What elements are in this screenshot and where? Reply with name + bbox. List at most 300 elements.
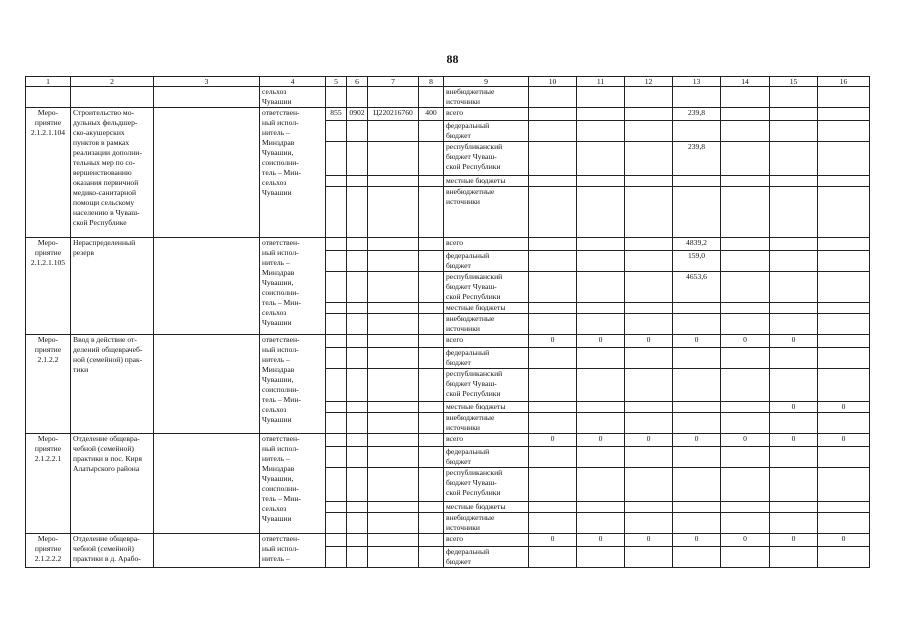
amount-cell <box>625 447 673 468</box>
funding-source-cell: местные бюджеты <box>444 402 529 413</box>
budget-code-cell <box>326 534 347 547</box>
amount-cell: 0 <box>721 434 770 447</box>
amount-cell <box>818 502 870 513</box>
amount-cell <box>673 87 721 108</box>
budget-code-cell <box>326 121 347 142</box>
amount-cell <box>577 142 625 176</box>
budget-code-cell <box>419 335 444 348</box>
budget-code-cell <box>419 187 444 238</box>
amount-cell <box>770 251 818 272</box>
funding-source-cell: федеральный бюджет <box>444 547 529 568</box>
amount-cell: 0 <box>673 434 721 447</box>
amount-cell <box>673 502 721 513</box>
executor-cell: ответствен- ный испол- нитель – Минздрав Чувашии, соисполни- тель – Мин- сельхоз Чувашии <box>260 434 326 534</box>
amount-cell <box>625 108 673 121</box>
amount-cell <box>625 547 673 568</box>
amount-cell <box>721 187 770 238</box>
budget-code-cell <box>326 447 347 468</box>
amount-cell <box>673 468 721 502</box>
amount-cell <box>625 187 673 238</box>
budget-code-cell <box>368 413 419 434</box>
amount-cell: 4653,6 <box>673 272 721 303</box>
measure-name-cell: Нераспределенный резерв <box>71 238 154 335</box>
target-indicator-cell <box>154 534 260 568</box>
amount-cell: 0 <box>721 534 770 547</box>
header-cell: 9 <box>444 77 529 87</box>
amount-cell <box>673 547 721 568</box>
budget-code-cell <box>368 534 419 547</box>
measure-name-cell <box>71 87 154 108</box>
measure-name-cell: Ввод в действие от- делений общеврачеб- ной (семейной) прак- тики <box>71 335 154 434</box>
amount-cell <box>625 87 673 108</box>
amount-cell <box>721 447 770 468</box>
budget-code-cell: 0902 <box>347 108 368 121</box>
amount-cell <box>529 413 577 434</box>
amount-cell <box>818 348 870 369</box>
executor-cell: ответствен- ный испол- нитель – Минздрав Чувашии, соисполни- тель – Мин- сельхоз Чувашии <box>260 238 326 335</box>
amount-cell <box>721 547 770 568</box>
budget-code-cell <box>347 187 368 238</box>
amount-cell <box>721 314 770 335</box>
funding-source-cell: всего <box>444 534 529 547</box>
amount-cell: 0 <box>625 534 673 547</box>
funding-source-cell: республиканский бюджет Чуваш- ской Республики <box>444 369 529 402</box>
budget-code-cell <box>419 434 444 447</box>
amount-cell <box>625 251 673 272</box>
funding-source-cell: всего <box>444 238 529 251</box>
amount-cell: 0 <box>818 534 870 547</box>
amount-cell <box>770 447 818 468</box>
funding-source-cell: внебюджетные источники <box>444 187 529 238</box>
amount-cell <box>818 335 870 348</box>
amount-cell <box>721 142 770 176</box>
budget-code-cell <box>419 272 444 303</box>
budget-code-cell <box>326 547 347 568</box>
amount-cell <box>818 187 870 238</box>
budget-code-cell <box>326 348 347 369</box>
amount-cell <box>721 121 770 142</box>
budget-code-cell <box>326 402 347 413</box>
amount-cell: 0 <box>529 534 577 547</box>
amount-cell <box>770 413 818 434</box>
funding-source-cell: федеральный бюджет <box>444 348 529 369</box>
amount-cell <box>721 303 770 314</box>
budget-code-cell <box>326 314 347 335</box>
amount-cell <box>673 121 721 142</box>
amount-cell <box>529 272 577 303</box>
funding-source-cell: республиканский бюджет Чуваш- ской Республики <box>444 142 529 176</box>
budget-code-cell <box>347 176 368 187</box>
amount-cell <box>770 238 818 251</box>
amount-cell: 4839,2 <box>673 238 721 251</box>
amount-cell <box>529 402 577 413</box>
amount-cell <box>770 187 818 238</box>
amount-cell <box>818 272 870 303</box>
funding-source-cell: федеральный бюджет <box>444 251 529 272</box>
measure-code-cell: Меро- приятие 2.1.2.2 <box>26 335 71 434</box>
amount-cell: 0 <box>770 402 818 413</box>
amount-cell <box>770 547 818 568</box>
budget-code-cell <box>326 142 347 176</box>
budget-code-cell <box>347 121 368 142</box>
amount-cell <box>577 314 625 335</box>
amount-cell <box>770 502 818 513</box>
target-indicator-cell <box>154 238 260 335</box>
header-cell: 8 <box>419 77 444 87</box>
header-cell: 7 <box>368 77 419 87</box>
amount-cell <box>529 502 577 513</box>
budget-code-cell <box>326 176 347 187</box>
amount-cell <box>721 513 770 534</box>
budget-code-cell <box>419 251 444 272</box>
budget-code-cell <box>326 369 347 402</box>
budget-code-cell <box>419 468 444 502</box>
target-indicator-cell <box>154 87 260 108</box>
header-cell: 2 <box>71 77 154 87</box>
budget-code-cell <box>419 447 444 468</box>
budget-code-cell <box>347 513 368 534</box>
budget-code-cell <box>347 238 368 251</box>
amount-cell <box>529 238 577 251</box>
budget-code-cell <box>347 547 368 568</box>
amount-cell <box>721 238 770 251</box>
amount-cell <box>721 402 770 413</box>
amount-cell <box>818 547 870 568</box>
amount-cell: 239,8 <box>673 108 721 121</box>
amount-cell <box>770 348 818 369</box>
budget-code-cell <box>347 413 368 434</box>
measure-name-cell: Отделение общевра- чебной (семейной) практики в пос. Киря Алатырского района <box>71 434 154 534</box>
target-indicator-cell <box>154 335 260 434</box>
budget-code-cell <box>368 238 419 251</box>
funding-source-cell: местные бюджеты <box>444 176 529 187</box>
budget-code-cell <box>419 142 444 176</box>
amount-cell <box>577 547 625 568</box>
budget-code-cell <box>419 314 444 335</box>
budget-code-cell <box>347 534 368 547</box>
amount-cell <box>673 413 721 434</box>
amount-cell <box>721 176 770 187</box>
amount-cell <box>818 176 870 187</box>
amount-cell <box>770 108 818 121</box>
header-cell: 13 <box>673 77 721 87</box>
budget-code-cell <box>347 402 368 413</box>
budget-code-cell <box>326 187 347 238</box>
amount-cell: 0 <box>818 434 870 447</box>
amount-cell <box>625 303 673 314</box>
amount-cell <box>770 142 818 176</box>
budget-code-cell <box>326 468 347 502</box>
funding-source-cell: внебюджетные источники <box>444 513 529 534</box>
budget-code-cell <box>368 348 419 369</box>
budget-code-cell <box>419 369 444 402</box>
amount-cell <box>577 187 625 238</box>
amount-cell <box>529 142 577 176</box>
amount-cell <box>818 142 870 176</box>
funding-source-cell: всего <box>444 108 529 121</box>
budget-code-cell <box>368 142 419 176</box>
amount-cell <box>673 303 721 314</box>
amount-cell <box>770 314 818 335</box>
amount-cell <box>818 121 870 142</box>
amount-cell <box>625 402 673 413</box>
header-cell: 10 <box>529 77 577 87</box>
budget-code-cell <box>368 502 419 513</box>
budget-code-cell <box>326 335 347 348</box>
funding-source-cell: всего <box>444 335 529 348</box>
budget-code-cell <box>347 303 368 314</box>
budget-code-cell: 855 <box>326 108 347 121</box>
amount-cell: 0 <box>577 534 625 547</box>
amount-cell <box>818 314 870 335</box>
funding-source-cell: внебюджетные источники <box>444 314 529 335</box>
amount-cell <box>770 176 818 187</box>
budget-code-cell <box>326 502 347 513</box>
amount-cell <box>625 238 673 251</box>
amount-cell <box>577 369 625 402</box>
amount-cell: 239,8 <box>673 142 721 176</box>
budget-code-cell <box>368 87 419 108</box>
budget-code-cell <box>326 251 347 272</box>
amount-cell <box>721 413 770 434</box>
amount-cell <box>625 468 673 502</box>
amount-cell: 159,0 <box>673 251 721 272</box>
amount-cell: 0 <box>770 335 818 348</box>
budget-code-cell <box>347 348 368 369</box>
budget-code-cell <box>419 303 444 314</box>
budget-code-cell <box>326 434 347 447</box>
executor-cell: ответствен- ный испол- нитель – Минздрав Чувашии, соисполни- тель – Мин- сельхоз Чувашии <box>260 335 326 434</box>
budget-code-cell <box>419 348 444 369</box>
amount-cell: 0 <box>529 434 577 447</box>
amount-cell <box>721 87 770 108</box>
amount-cell <box>577 348 625 369</box>
amount-cell <box>577 402 625 413</box>
amount-cell <box>529 547 577 568</box>
funding-source-cell: федеральный бюджет <box>444 121 529 142</box>
amount-cell <box>577 502 625 513</box>
amount-cell <box>529 447 577 468</box>
amount-cell <box>577 87 625 108</box>
target-indicator-cell <box>154 434 260 534</box>
header-row <box>26 77 870 87</box>
amount-cell <box>721 108 770 121</box>
amount-cell <box>577 238 625 251</box>
amount-cell <box>529 187 577 238</box>
amount-cell <box>770 513 818 534</box>
budget-code-cell <box>368 547 419 568</box>
amount-cell <box>625 369 673 402</box>
amount-cell <box>673 513 721 534</box>
table-row <box>26 87 870 108</box>
budget-code-cell <box>347 87 368 108</box>
funding-source-cell: местные бюджеты <box>444 303 529 314</box>
amount-cell <box>529 314 577 335</box>
amount-cell <box>577 121 625 142</box>
header-cell: 4 <box>260 77 326 87</box>
target-indicator-cell <box>154 108 260 238</box>
budget-table <box>25 76 870 568</box>
amount-cell <box>673 187 721 238</box>
amount-cell <box>721 468 770 502</box>
amount-cell <box>721 251 770 272</box>
amount-cell <box>818 303 870 314</box>
header-cell: 16 <box>818 77 870 87</box>
amount-cell <box>625 314 673 335</box>
amount-cell <box>721 369 770 402</box>
budget-code-cell <box>347 369 368 402</box>
budget-code-cell <box>419 534 444 547</box>
budget-code-cell <box>419 413 444 434</box>
amount-cell <box>625 176 673 187</box>
budget-code-cell: 400 <box>419 108 444 121</box>
amount-cell <box>529 87 577 108</box>
amount-cell <box>625 413 673 434</box>
header-cell: 5 <box>326 77 347 87</box>
amount-cell: 0 <box>770 434 818 447</box>
amount-cell <box>818 87 870 108</box>
funding-source-cell: федеральный бюджет <box>444 447 529 468</box>
amount-cell: 0 <box>770 534 818 547</box>
budget-code-cell <box>368 447 419 468</box>
amount-cell <box>577 513 625 534</box>
amount-cell <box>529 513 577 534</box>
amount-cell <box>818 447 870 468</box>
measure-code-cell: Меро- приятие 2.1.2.1.105 <box>26 238 71 335</box>
budget-code-cell <box>326 413 347 434</box>
budget-code-cell <box>368 513 419 534</box>
amount-cell <box>721 348 770 369</box>
amount-cell <box>529 251 577 272</box>
amount-cell <box>625 121 673 142</box>
amount-cell <box>577 447 625 468</box>
amount-cell <box>770 468 818 502</box>
measure-code-cell: Меро- приятие 2.1.2.1.104 <box>26 108 71 238</box>
amount-cell <box>625 513 673 534</box>
budget-code-cell <box>347 142 368 176</box>
budget-code-cell <box>368 251 419 272</box>
amount-cell <box>577 272 625 303</box>
amount-cell <box>721 502 770 513</box>
amount-cell <box>673 176 721 187</box>
measure-name-cell: Строительство мо- дульных фельдшер- ско-акушерских пунктов в рамках реализации дополни- тельных мер по со- вершенствованию оказания первичной медико-санитарной помощи сельскому населению в Чуваш- ской Республике <box>71 108 154 238</box>
header-cell: 3 <box>154 77 260 87</box>
budget-code-cell <box>326 272 347 303</box>
budget-code-cell <box>326 513 347 534</box>
amount-cell: 0 <box>625 434 673 447</box>
amount-cell <box>625 348 673 369</box>
budget-code-cell <box>368 314 419 335</box>
budget-code-cell <box>347 468 368 502</box>
budget-code-cell <box>347 434 368 447</box>
amount-cell <box>529 108 577 121</box>
amount-cell <box>770 87 818 108</box>
amount-cell <box>625 272 673 303</box>
amount-cell <box>770 369 818 402</box>
budget-code-cell <box>368 468 419 502</box>
budget-code-cell <box>419 238 444 251</box>
table-row <box>26 434 870 447</box>
amount-cell <box>673 402 721 413</box>
budget-code-cell <box>368 402 419 413</box>
amount-cell <box>577 468 625 502</box>
amount-cell: 0 <box>721 335 770 348</box>
amount-cell <box>818 413 870 434</box>
budget-code-cell <box>368 187 419 238</box>
table-row <box>26 534 870 547</box>
amount-cell: 0 <box>673 335 721 348</box>
amount-cell <box>529 468 577 502</box>
amount-cell <box>529 348 577 369</box>
amount-cell <box>818 251 870 272</box>
funding-source-cell: внебюджетные источники <box>444 413 529 434</box>
measure-name-cell: Отделение общевра- чебной (семейной) практики в д. Арабо- <box>71 534 154 568</box>
budget-code-cell <box>347 251 368 272</box>
amount-cell <box>577 303 625 314</box>
amount-cell: 0 <box>818 402 870 413</box>
amount-cell <box>625 142 673 176</box>
amount-cell <box>577 176 625 187</box>
page-number: 88 <box>446 52 459 66</box>
budget-code-cell <box>326 303 347 314</box>
budget-code-cell <box>368 434 419 447</box>
budget-code-cell <box>368 303 419 314</box>
budget-code-cell <box>419 87 444 108</box>
funding-source-cell: всего <box>444 434 529 447</box>
executor-cell: сельхоз Чувашии <box>260 87 326 108</box>
header-cell: 6 <box>347 77 368 87</box>
amount-cell <box>673 447 721 468</box>
measure-code-cell: Меро- приятие 2.1.2.2.2 <box>26 534 71 568</box>
header-cell: 14 <box>721 77 770 87</box>
amount-cell <box>529 303 577 314</box>
amount-cell <box>577 413 625 434</box>
amount-cell <box>673 348 721 369</box>
header-cell: 12 <box>625 77 673 87</box>
budget-code-cell <box>368 121 419 142</box>
budget-code-cell <box>419 502 444 513</box>
budget-code-cell <box>419 176 444 187</box>
amount-cell <box>529 121 577 142</box>
budget-code-cell <box>368 176 419 187</box>
budget-code-cell <box>419 513 444 534</box>
budget-code-cell <box>368 272 419 303</box>
budget-code-cell <box>419 121 444 142</box>
budget-code-cell <box>347 502 368 513</box>
budget-code-cell <box>419 402 444 413</box>
budget-code-cell <box>347 335 368 348</box>
amount-cell: 0 <box>577 335 625 348</box>
amount-cell <box>577 251 625 272</box>
budget-code-cell <box>419 547 444 568</box>
amount-cell <box>577 108 625 121</box>
amount-cell <box>673 369 721 402</box>
amount-cell <box>770 303 818 314</box>
amount-cell <box>721 272 770 303</box>
measure-code-cell: Меро- приятие 2.1.2.2.1 <box>26 434 71 534</box>
table-row <box>26 335 870 348</box>
amount-cell <box>673 314 721 335</box>
amount-cell: 0 <box>625 335 673 348</box>
executor-cell: ответствен- ный испол- нитель – <box>260 534 326 568</box>
budget-code-cell <box>347 447 368 468</box>
table-row <box>26 238 870 251</box>
budget-code-cell: Ц220216760 <box>368 108 419 121</box>
budget-code-cell <box>326 238 347 251</box>
amount-cell: 0 <box>673 534 721 547</box>
table-row <box>26 108 870 121</box>
budget-code-cell <box>326 87 347 108</box>
